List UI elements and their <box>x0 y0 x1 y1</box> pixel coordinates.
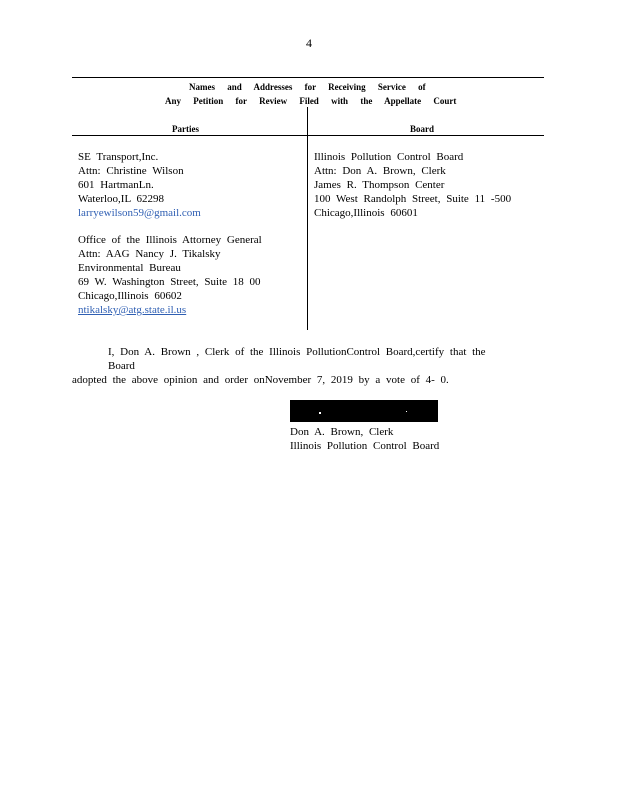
email-link[interactable]: ntikalsky@atg.state.il.us <box>78 304 187 316</box>
address-line: Environmental Bureau <box>78 262 181 274</box>
certification-paragraph <box>72 345 512 387</box>
address-line: Illinois Pollution Control Board <box>314 151 464 163</box>
signature-block <box>290 425 439 453</box>
header-rule <box>72 135 544 136</box>
address-line: 100 West Randolph Street, Suite 11 -500 <box>314 193 512 205</box>
certification-line: I, Don A. Brown , Clerk of the Illinois PollutionControl Board,certify that the Board <box>108 346 486 372</box>
address-line: Waterloo,IL 62298 <box>78 193 165 205</box>
service-heading-line-1: Names and Addresses for Receiving Service of <box>189 82 426 92</box>
address-line: 601 HartmanLn. <box>78 179 154 191</box>
signer-name: Don A. Brown, Clerk <box>290 426 394 438</box>
top-rule <box>72 77 544 78</box>
address-line: Chicago,Illinois 60602 <box>78 290 182 302</box>
parties-column-header: Parties <box>172 124 199 134</box>
page-number: 4 <box>306 36 312 50</box>
address-line: Attn: Don A. Brown, Clerk <box>314 165 446 177</box>
certification-line: adopted the above opinion and order onNovember 7, 2019 by a vote of 4- 0. <box>72 374 449 386</box>
signature-mark <box>406 411 407 412</box>
signature-redaction <box>290 400 438 422</box>
address-line: Attn: AAG Nancy J. Tikalsky <box>78 248 221 260</box>
signer-organization: Illinois Pollution Control Board <box>290 440 440 452</box>
signature-mark <box>319 412 321 414</box>
party-address-se-transport <box>78 150 201 220</box>
board-column-header: Board <box>410 124 435 134</box>
address-line: Office of the Illinois Attorney General <box>78 234 262 246</box>
email-link[interactable]: larryewilson59@gmail.com <box>78 207 201 219</box>
column-divider <box>307 107 308 330</box>
address-line: Chicago,Illinois 60601 <box>314 207 418 219</box>
address-line: SE Transport,Inc. <box>78 151 159 163</box>
address-line: 69 W. Washington Street, Suite 18 00 <box>78 276 261 288</box>
address-line: James R. Thompson Center <box>314 179 445 191</box>
board-address <box>314 150 511 220</box>
service-heading-line-2: Any Petition for Review Filed with the Appellate Court <box>165 96 457 106</box>
address-line: Attn: Christine Wilson <box>78 165 184 177</box>
party-address-attorney-general <box>78 233 262 317</box>
